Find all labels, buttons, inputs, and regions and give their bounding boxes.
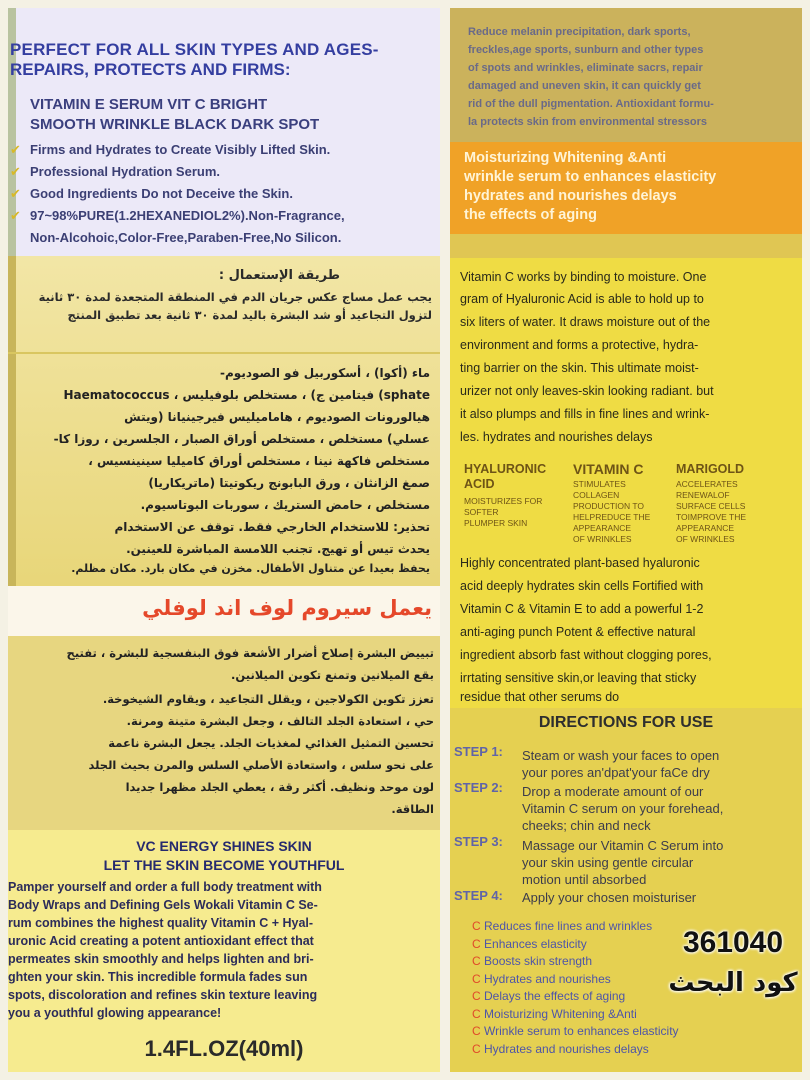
highly-line-3: Vitamin C & Vitamin E to add a powerful 1-2: [460, 602, 704, 616]
vc-body-line-8: you a youthful glowing appearance!: [8, 1006, 222, 1020]
arabic-usage-ingredients-panel: [8, 256, 440, 586]
check-icon: ✔: [10, 208, 21, 223]
check-icon: ✔: [10, 164, 21, 179]
vc-title-line-1: VC ENERGY SHINES SKIN: [136, 838, 312, 854]
ingredient-line-3: هيالورونات الصوديوم ، هاماميليس فيرجينيانا (ويتش: [124, 410, 430, 424]
step-3-line-1: Massage our Vitamin C Serum into: [522, 838, 724, 853]
top-line-1: Reduce melanin precipitation, dark sports,: [468, 26, 691, 38]
ingredient-line-2: sphate) فيتامين ج) ، مستخلص بلوفيليس ، Haematococcus: [63, 388, 430, 402]
vc-body-line-2: Body Wraps and Defining Gels Wokali Vitamin C Se-: [8, 898, 318, 912]
ingredient-desc: STIMULATES: [573, 479, 626, 489]
benefit-line-1: تبييض البشرة إصلاح أضرار الأشعة فوق البنفسجية للبشرة ، تفتيح: [66, 646, 434, 660]
ingredient-desc: PLUMPER SKIN: [464, 518, 528, 528]
arabic-benefits-panel: [8, 636, 440, 830]
vc-energy-panel: [8, 830, 440, 1072]
highly-line-6: irrtating sensitive skin,or leaving that sticky: [460, 671, 697, 685]
highly-line-1: Highly concentrated plant-based hyaluronic: [460, 556, 700, 570]
subhead-line-2: SMOOTH WRINKLE BLACK DARK SPOT: [30, 116, 320, 133]
claim-text: Delays the effects of aging: [484, 989, 626, 1003]
c-marker: C: [472, 919, 481, 933]
vc-body-line-7: spots, discoloration and refines skin texture leaving: [8, 988, 318, 1002]
ingredient-line-4: عسلي) مستخلص ، مستخلص أوراق الصبار ، الجلسرين ، روزا كا-: [53, 432, 430, 446]
orange-line-1: Moisturizing Whitening &Anti: [464, 150, 667, 166]
volume-label: 1.4FL.OZ(40ml): [144, 1036, 304, 1061]
benefit-line-8: الطاقة.: [391, 802, 434, 816]
headline-line-1: PERFECT FOR ALL SKIN TYPES AND AGES-: [10, 40, 379, 59]
bullet-3: Good Ingredients Do not Deceive the Skin.: [30, 186, 293, 201]
highly-line-7: residue that other serums do: [460, 690, 620, 704]
ingredient-name: VITAMIN C: [573, 461, 644, 477]
usage-line-1: يجب عمل مساج عكس جريان الدم في المنطقة المتجعدة لمدة ٣٠ ثانية: [38, 290, 432, 304]
step-1-line-1: Steam or wash your faces to open: [522, 748, 720, 763]
vc-body-line-6: ghten your skin. This incredible formula fades sun: [8, 970, 308, 984]
ingredient-name: MARIGOLD: [676, 462, 745, 476]
benefit-line-5: تحسين التمثيل الغذائي لمغذيات الجلد. يجعل البشرة ناعمة: [108, 736, 434, 750]
claim-text: Wrinkle serum to enhances elasticity: [484, 1024, 679, 1038]
step-3-line-3: motion until absorbed: [522, 872, 647, 887]
claim-text: Enhances elasticity: [484, 936, 587, 951]
ingredient-line-5: مستخلص فاكهة نينا ، مستخلص أوراق كاميليا سينينسيس ،: [88, 454, 430, 468]
benefit-line-7: لون موحد ونظيف. أكثر رقة ، يعطي الجلد مظهرا جديدا: [125, 780, 434, 794]
ingredient-desc: SURFACE CELLS: [676, 501, 746, 511]
orange-banner: [450, 142, 802, 234]
warning-line-2: يحدث تيس أو تهيج. تجنب اللامسة المباشرة للعينين.: [126, 542, 430, 556]
ingredient-desc: PRODUCTION TO: [573, 501, 644, 511]
orange-heading: يعمل سيروم لوف اند لوفلي: [142, 596, 432, 620]
bullet-5: Non-Alcohoic,Color-Free,Paraben-Free,No Silicon.: [30, 230, 342, 245]
claim-text: Boosts skin strength: [484, 954, 593, 968]
ingredient-desc: APPEARANCE: [676, 523, 735, 533]
orange-line-2: wrinkle serum to enhances elasticity: [464, 169, 717, 185]
highly-line-5: ingredient absorb fast without clogging pores,: [460, 648, 712, 662]
benefit-line-2: بقع الميلانين وتمنع تكوين الميلانين.: [231, 668, 434, 682]
step-4-label: STEP 4:: [454, 888, 503, 903]
highly-line-4: anti-aging punch Potent & effective natural: [460, 625, 696, 639]
arabic-orange-heading-panel: [8, 586, 440, 636]
ingredient-marigold: [676, 462, 786, 545]
top-line-4: damaged and uneven skin, it can quickly get: [468, 80, 701, 92]
ingredient-desc: SOFTER: [464, 507, 499, 517]
ingredient-desc: COLLAGEN: [573, 490, 620, 500]
bullet-4: 97~98%PURE(1.2HEXANEDIOL2%).Non-Fragrance,: [30, 208, 345, 223]
vc-body-line-1: Pamper yourself and order a full body treatment with: [8, 880, 322, 894]
vitc-line-3: six liters of water. It draws moisture out of the: [460, 315, 711, 329]
c-marker: C: [472, 936, 481, 951]
c-marker: C: [472, 1041, 481, 1056]
c-marker: C: [472, 971, 481, 986]
step-3-line-2: your skin using gentle circular: [522, 855, 694, 870]
bullet-2: Professional Hydration Serum.: [30, 164, 220, 179]
claim-item: [472, 1006, 802, 1024]
right-top-block: [450, 8, 802, 142]
vitc-line-1: Vitamin C works by binding to moisture. One: [460, 270, 707, 284]
ingredient-desc: MOISTURIZES FOR: [464, 496, 543, 506]
bullet-1: Firms and Hydrates to Create Visibly Lifted Skin.: [30, 142, 331, 157]
usage-title: طريقة الإستعمال :: [218, 268, 340, 283]
orange-line-3: hydrates and nourishes delays: [464, 188, 677, 204]
directions-title: DIRECTIONS FOR USE: [538, 714, 714, 731]
orange-line-4: the effects of aging: [464, 207, 597, 223]
claim-text: Reduces fine lines and wrinkles: [484, 919, 653, 933]
subhead-line-1: VITAMIN E SERUM VIT C BRIGHT: [30, 96, 268, 113]
c-marker: C: [472, 1006, 481, 1021]
step-1-line-2: your pores an'dpat'your faCe dry: [522, 765, 710, 780]
ingredient-desc: RENEWALOF: [676, 490, 730, 500]
claim-text: Hydrates and nourishes delays: [484, 1041, 649, 1056]
vitc-line-6: urizer not only leaves-skin looking radiant. but: [460, 384, 714, 398]
benefit-line-6: على نحو سلس ، واستعادة الأصلي السلس والمرن بحيث الجلد: [88, 758, 434, 772]
ingredient-desc: OF WRINKLES: [676, 534, 735, 544]
ingredient-line-6: صمغ الزانثان ، ورق البابونج ريكوتيتا (ماتريكاريا): [148, 476, 430, 490]
ingredient-desc: ACCELERATES: [676, 479, 738, 489]
c-marker: C: [472, 989, 481, 1003]
check-icon: ✔: [10, 142, 21, 157]
benefit-line-4: حي ، استعادة الجلد التالف ، وجعل البشرة متينة ومرنة.: [126, 714, 434, 728]
check-icon: ✔: [10, 186, 21, 201]
ingredient-name: HYALURONIC: [464, 462, 547, 476]
step-1-label: STEP 1:: [454, 744, 503, 759]
claim-text: Hydrates and nourishes: [484, 971, 611, 986]
divider: [8, 352, 440, 354]
ingredient-name: ACID: [464, 477, 495, 491]
left-top-english-panel: [8, 8, 440, 256]
ingredient-desc: HELPREDUCE THE: [573, 512, 651, 522]
ingredient-desc: OF WRINKLES: [573, 534, 632, 544]
claim-item: [472, 1041, 802, 1059]
ingredient-line-1: ماء (أكوا) ، أسكوربيل فو الصوديوم-: [220, 366, 430, 380]
warning-line-3: يحفظ بعيدا عن متناول الأطفال. مخزن في مكان بارد. مكان مظلم.: [71, 562, 430, 575]
vitc-line-4: environment and forms a protective, hydra-: [460, 338, 699, 352]
gold-band: [450, 234, 802, 258]
top-line-5: rid of the dull pigmentation. Antioxidant formu-: [468, 98, 714, 110]
c-marker: C: [472, 954, 481, 968]
ingredient-line-7: مستخلص ، حامض الستريك ، سوربات البوتاسيوم.: [140, 498, 430, 512]
directions-panel: [450, 708, 802, 1072]
ingredient-vitamin-c: [573, 462, 673, 545]
vc-body-line-4: uronic Acid creating a potent antioxidant effect that: [8, 934, 314, 948]
warning-line-1: تحذير: للاستخدام الخارجي فقط. توقف عن الاستخدام: [114, 520, 430, 534]
vitc-line-5: ting barrier on the skin. This ultimate moist-: [460, 361, 699, 375]
search-code-label: كود البحث: [668, 968, 798, 998]
usage-line-2: لتزول التجاعيد أو شد البشرة باليد لمدة ٣٠ ثانية بعد تطبيق المنتج: [67, 308, 432, 322]
claim-item: [472, 1023, 802, 1041]
claim-text: Moisturizing Whitening &Anti: [484, 1006, 637, 1021]
vitc-line-7: it also plumps and fills in fine lines and wrink-: [460, 407, 710, 421]
top-line-2: freckles,age sports, sunburn and other types: [468, 44, 704, 56]
benefit-line-3: تعزز تكوين الكولاجين ، ويقلل التجاعيد ، ويقاوم الشيخوخة.: [102, 692, 434, 706]
vitc-line-8: les. hydrates and nourishes delays: [460, 430, 653, 444]
c-marker: C: [472, 1024, 481, 1038]
ingredient-desc: TOIMPROVE THE: [676, 512, 747, 522]
vc-body-line-3: rum combines the highest quality Vitamin C + Hyal-: [8, 916, 314, 930]
ingredient-hyaluronic: [464, 462, 574, 529]
search-code: 361040: [682, 926, 784, 959]
ingredient-desc: APPEARANCE: [573, 523, 632, 533]
step-2-line-3: cheeks; chin and neck: [522, 818, 651, 833]
vc-title-line-2: LET THE SKIN BECOME YOUTHFUL: [103, 857, 345, 873]
step-4-line-1: Apply your chosen moisturiser: [522, 890, 697, 905]
headline-line-2: REPAIRS, PROTECTS AND FIRMS:: [10, 60, 291, 79]
step-2-label: STEP 2:: [454, 780, 503, 795]
step-3-label: STEP 3:: [454, 834, 503, 849]
top-line-6: la protects skin from environmental stressors: [468, 116, 708, 128]
step-2-line-2: Vitamin C serum on your forehead,: [522, 801, 724, 816]
vitamin-info-panel: [450, 258, 802, 708]
vc-body-line-5: permeates skin smoothly and helps lighten and bri-: [8, 952, 314, 966]
top-line-3: of spots and wrinkles, eliminate sacrs, repair: [468, 62, 703, 74]
step-2-line-1: Drop a moderate amount of our: [522, 784, 704, 799]
vitc-line-2: gram of Hyaluronic Acid is able to hold up to: [460, 292, 704, 306]
highly-line-2: acid deeply hydrates skin cells Fortified with: [460, 579, 704, 593]
